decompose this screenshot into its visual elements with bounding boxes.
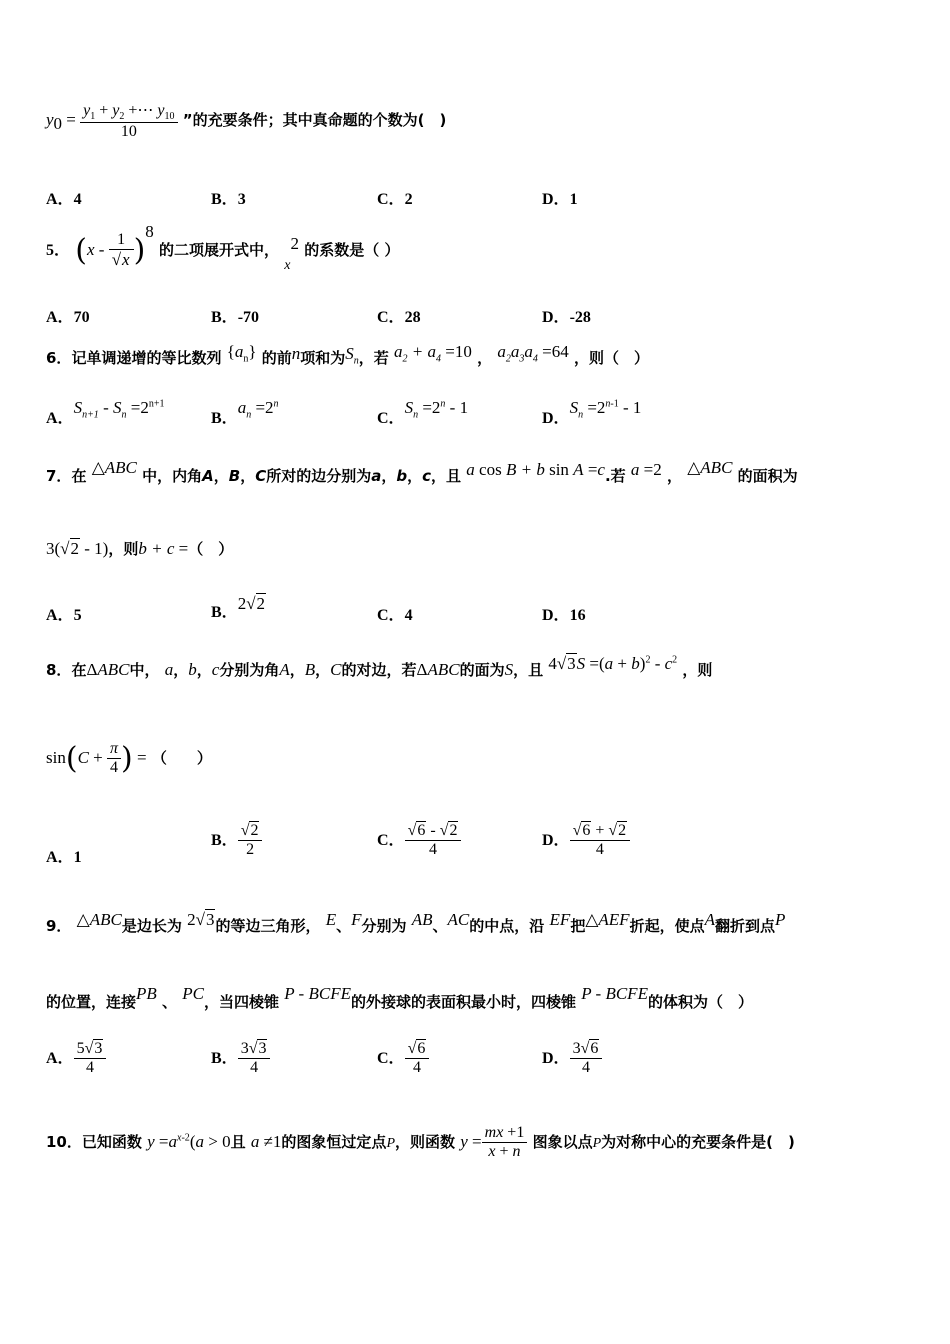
q6-text1: 记单调递增的等比数列: [71, 349, 222, 367]
q7-text7: 的面积为: [737, 467, 798, 485]
q7-stem-line2: 3(√2 - 1)，则b + c =（ ）: [46, 539, 234, 558]
q5-option-c[interactable]: C．28: [377, 309, 421, 326]
q6-option-b[interactable]: B．$a_n =2^n$: [211, 398, 279, 427]
q5-option-b[interactable]: B．-70: [211, 309, 260, 326]
q9-option-a[interactable]: A． $\frac{5√3}{4}$: [46, 1040, 106, 1077]
q8-option-c[interactable]: C． $\frac{√6 - √2}{4}$: [377, 822, 461, 859]
q8-stem-line2: sin(C + $\frac{\pi}{4}$ ) = （ ）: [46, 740, 212, 776]
q7-option-d[interactable]: D．16: [542, 607, 586, 624]
q9-text3: 分别为: [361, 917, 407, 935]
q5-option-d[interactable]: D．-28: [542, 309, 591, 326]
q9-line2-2: ，当四棱锥: [203, 993, 279, 1011]
q10-stem: 10．已知函数 $y =a^{x-2}(a > 0$且 a ≠1的图象恒过定点P，则函数 y = $\frac{mx +1}{x + n}$ 图象以点P为对称中心的充要条件是( ): [46, 1124, 795, 1160]
q4-option-d[interactable]: D．1: [542, 191, 578, 208]
q7-option-c[interactable]: C．4: [377, 607, 413, 624]
q9-stem-line1: 9． △ABC是边长为 2√3的等边三角形， E、F分别为 AB、AC的中点，沿 EF把△AEF折起，使点A翻折到点P: [46, 910, 786, 935]
q7-stem-line1: 7．在 △ABC 中，内角A，B，C所对的边分别为a，b，c，且 a cos B + b sin A =c.若 a =2 ， △ABC 的面积为: [46, 458, 798, 485]
q8-text6: ，且: [513, 661, 544, 679]
q10-number: 10．: [46, 1133, 82, 1151]
q9-line2-4: 的体积为（ ）: [647, 993, 753, 1011]
q9-text5: 把: [570, 917, 586, 935]
q8-text8: （ ）: [151, 749, 212, 767]
q5-option-a[interactable]: A．70: [46, 309, 90, 326]
q5-number: 5．: [46, 242, 71, 259]
q6-option-a[interactable]: A．$S_{n+1} - S_n =2^{n+1}$: [46, 398, 165, 427]
q4-tail-line: $y_0$ = $\frac{y_1 + y_2 +\cdots y_{10}}{10}$ ”的充要条件；其中真命题的个数为( ): [46, 102, 447, 141]
q4-option-c[interactable]: C．2: [377, 191, 413, 208]
q7-text4: ，且: [431, 467, 462, 485]
q6-text6: ，则（ ）: [573, 349, 649, 367]
q9-text4: 的中点，沿: [469, 917, 545, 935]
q7-text8: ，则: [108, 540, 139, 558]
q5-text2: 的系数是（ ）: [304, 241, 400, 259]
q7-text3: 所对的边分别为: [266, 467, 372, 485]
q6-text3: 项和为: [300, 349, 346, 367]
q5-text1: 的二项展开式中，: [159, 241, 280, 259]
q5-stem: 5． (x - $\frac{1}{√x}$ )$^8$ 的二项展开式中， $x^2$ 的系数是（ ）: [46, 222, 400, 273]
q10-text5: 图象以点: [532, 1133, 593, 1151]
q8-text4: 的对边，若: [341, 661, 417, 679]
q8-number: 8．: [46, 661, 72, 679]
q7-number: 7．: [46, 467, 72, 485]
q8-stem-line1: 8．在ΔABC中， a，b，c分别为角A，B，C的对边，若ΔABC的面为S，且 $4√3S =(a + b)^2 - c^2$ ，则: [46, 654, 713, 679]
q8-text1: 在: [71, 661, 87, 679]
q9-option-d[interactable]: D． $\frac{3√6}{4}$: [542, 1040, 602, 1077]
q10-text3: 的图象恒过定点: [281, 1133, 387, 1151]
q7-option-b[interactable]: B．2√2: [211, 594, 266, 621]
q9-stem-line2: 的位置，连接PB 、 PC，当四棱锥 P - BCFE的外接球的表面积最小时，四棱锥 P - BCFE的体积为（ ）: [46, 984, 753, 1011]
q8-text7: ，则: [682, 661, 713, 679]
q6-option-d[interactable]: D．$S_n =2^{n-1} - 1$: [542, 398, 642, 427]
q7-option-a[interactable]: A．5: [46, 607, 82, 624]
q6-stem: 6．记单调递增的等比数列 $\{a_n\}$ 的前n项和为$S_n$，若 $a_2 + a_4 =10$ ， $a_2a_3a_4 =64$ ，则（ ）: [46, 342, 649, 367]
q9-text6: 折起，使点: [629, 917, 705, 935]
y-average-fraction: $\frac{y_1 + y_2 +\cdots y_{10}}{10}$: [80, 100, 177, 141]
q7-text1: 在: [71, 467, 87, 485]
q7-text9: （ ）: [188, 540, 234, 558]
q8-text2: 中，: [129, 661, 160, 679]
q7-text2: 中，内角: [142, 467, 203, 485]
q10-text2: 且: [230, 1133, 246, 1151]
q9-line2-1: 的位置，连接: [46, 993, 137, 1011]
q4-option-b[interactable]: B．3: [211, 191, 246, 208]
q8-text5: 的面为: [459, 661, 505, 679]
q9-option-c[interactable]: C． $\frac{√6}{4}$: [377, 1040, 429, 1077]
q8-text3: 分别为角: [219, 661, 280, 679]
q9-text1: 是边长为: [121, 917, 182, 935]
q8-option-d[interactable]: D． $\frac{√6 + √2}{4}$: [542, 822, 630, 859]
q9-text7: 翻折到点: [714, 917, 775, 935]
q10-text6: 为对称中心的充要条件是( ): [601, 1133, 795, 1151]
q10-text4: ，则函数: [395, 1133, 456, 1151]
q4-tail-text: ”的充要条件；其中真命题的个数为( ): [182, 111, 447, 130]
q10-text1: 已知函数: [81, 1133, 142, 1151]
q7-text6: ，: [666, 467, 682, 485]
q8-option-b[interactable]: B． $\frac{√2}{2}$: [211, 822, 262, 859]
q8-option-a[interactable]: A．1: [46, 849, 82, 866]
q6-number: 6．: [46, 349, 72, 367]
q6-option-c[interactable]: C．$S_n =2^n - 1$: [377, 398, 469, 427]
q4-option-a[interactable]: A．4: [46, 191, 82, 208]
q9-number: 9．: [46, 917, 72, 935]
q9-option-b[interactable]: B． $\frac{3√3}{4}$: [211, 1040, 270, 1077]
q9-text2: 的等边三角形，: [215, 917, 321, 935]
q9-line2-3: 的外接球的表面积最小时，四棱锥: [350, 993, 576, 1011]
q6-text2: 的前: [261, 349, 292, 367]
binomial-expression: (x - $\frac{1}{√x}$ )$^8$: [75, 222, 154, 269]
q6-text4: ，若: [358, 349, 389, 367]
q6-text5: ，: [477, 349, 493, 367]
q7-text5: .若: [604, 467, 626, 485]
